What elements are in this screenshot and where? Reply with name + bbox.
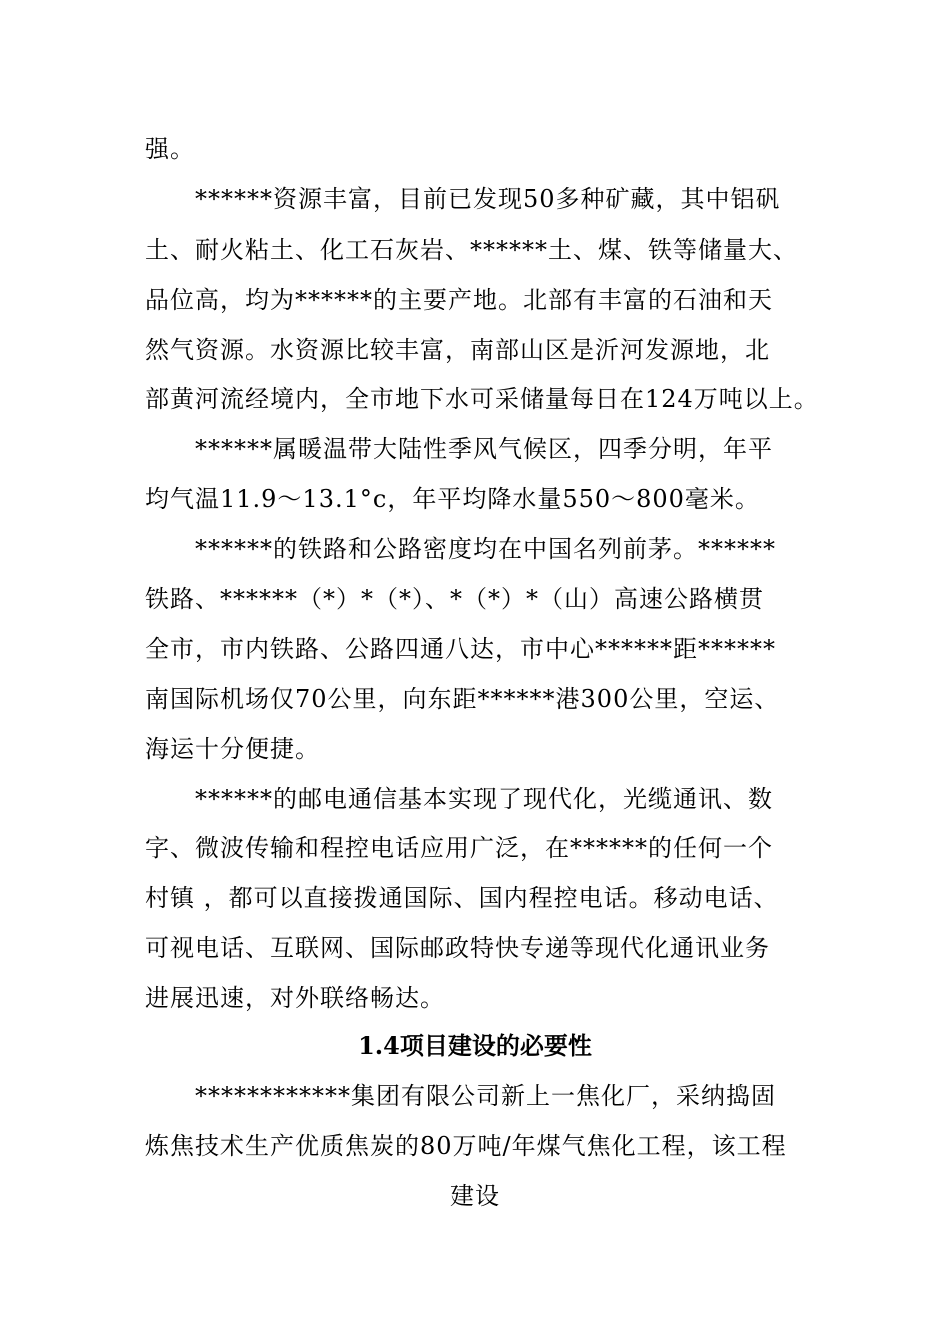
- text-line-centered: 建设: [450, 1182, 500, 1210]
- text-line: ******属暖温带大陆性季风气候区，四季分明，年平: [145, 435, 773, 463]
- text-line: ******的铁路和公路密度均在中国名列前茅。******: [145, 535, 776, 563]
- text-line: ******资源丰富，目前已发现50多种矿藏，其中铝矾: [145, 185, 781, 213]
- text-line: 可视电话、互联网、国际邮政特快专递等现代化通讯业务: [145, 934, 770, 962]
- text-line: 全市，市内铁路、公路四通八达，市中心******距******: [145, 635, 776, 663]
- text-line: 土、耐火粘土、化工石灰岩、******土、煤、铁等储量大、: [145, 236, 798, 264]
- text-line: ******的邮电通信基本实现了现代化，光缆通讯、数: [145, 785, 773, 813]
- text-line: 铁路、******（*）*（*）、*（*）*（山）高速公路横贯: [145, 585, 764, 613]
- text-line: 强。: [145, 135, 195, 163]
- section-heading: 1.4项目建设的必要性: [358, 1031, 592, 1060]
- text-line: ************集团有限公司新上一焦化厂，采纳捣固: [145, 1082, 776, 1110]
- text-line: 村镇 ，都可以直接拨通国际、国内程控电话。移动电话、: [145, 884, 779, 912]
- text-line: 南国际机场仅70公里，向东距******港300公里，空运、: [145, 685, 780, 713]
- text-line: 然气资源。水资源比较丰富，南部山区是沂河发源地，北: [145, 336, 770, 364]
- text-line: 品位高，均为******的主要产地。北部有丰富的石油和天: [145, 286, 773, 314]
- text-line: 字、微波传输和程控电话应用广泛，在******的任何一个: [145, 834, 773, 862]
- text-line: 炼焦技术生产优质焦炭的80万吨/年煤气焦化工程，该工程: [145, 1132, 787, 1160]
- text-line: 均气温11.9～13.1°c，年平均降水量550～800毫米。: [145, 485, 760, 513]
- text-line: 部黄河流经境内，全市地下水可采储量每日在124万吨以上。: [145, 385, 819, 413]
- text-line: 海运十分便捷。: [145, 735, 320, 763]
- text-line: 进展迅速，对外联络畅达。: [145, 984, 445, 1012]
